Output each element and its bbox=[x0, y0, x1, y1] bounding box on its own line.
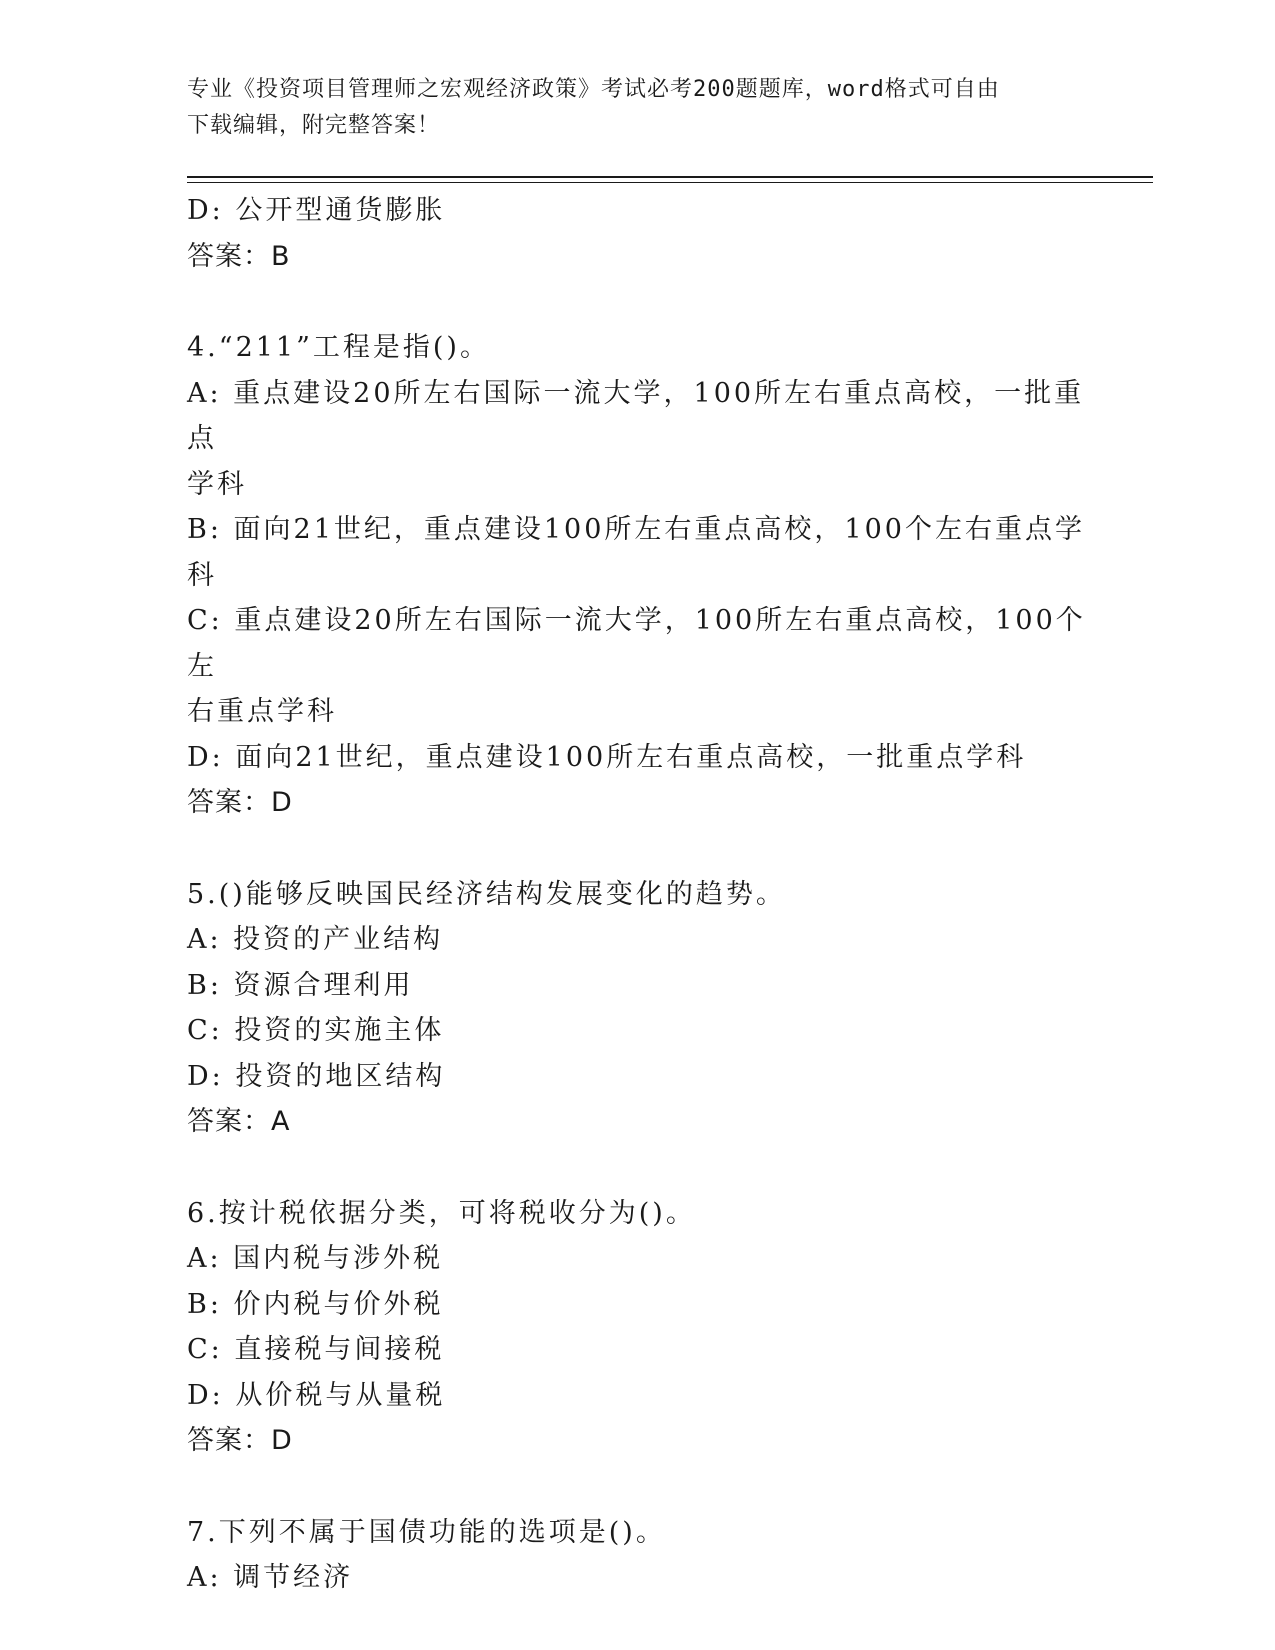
previous-question-tail bbox=[187, 188, 1087, 279]
option-c: C: 投资的实施主体 bbox=[187, 1015, 445, 1046]
option-d: D: 从价税与从量税 bbox=[187, 1379, 446, 1411]
question-list bbox=[187, 188, 1087, 1601]
header-divider-thick bbox=[187, 176, 1153, 178]
question-5 bbox=[187, 872, 1087, 1145]
option-c-continued: 右重点学科 bbox=[187, 696, 337, 727]
option-a-continued: 学科 bbox=[187, 468, 247, 500]
spacer bbox=[187, 1464, 1087, 1510]
question-text: 4.“211”工程是指()。 bbox=[187, 332, 490, 363]
header-line-1: 专业《投资项目管理师之宏观经济政策》考试必考200题题库，word格式可自由 bbox=[187, 77, 1000, 102]
option-a: A: 重点建设20所左右国际一流大学，100所左右重点高校，一批重点 bbox=[187, 377, 1085, 454]
option-a: A: 国内税与涉外税 bbox=[187, 1243, 444, 1274]
answer-line: 答案：A bbox=[187, 1106, 291, 1137]
question-text: 7.下列不属于国债功能的选项是()。 bbox=[187, 1516, 666, 1548]
option-b: B: 面向21世纪，重点建设100所左右重点高校，100个左右重点学科 bbox=[187, 514, 1085, 591]
option-b: B: 价内税与价外税 bbox=[187, 1288, 444, 1320]
header-line-2: 下载编辑，附完整答案！ bbox=[187, 113, 441, 138]
question-text: 5.()能够反映国民经济结构发展变化的趋势。 bbox=[187, 878, 786, 910]
answer-line: 答案：B bbox=[187, 240, 291, 272]
option-a: A: 调节经济 bbox=[187, 1562, 354, 1593]
document-header bbox=[187, 72, 1067, 144]
answer-line: 答案：D bbox=[187, 787, 293, 818]
question-4 bbox=[187, 325, 1087, 826]
option-b: B: 资源合理利用 bbox=[187, 969, 414, 1001]
option-c: C: 直接税与间接税 bbox=[187, 1334, 445, 1365]
question-text: 6.按计税依据分类，可将税收分为()。 bbox=[187, 1197, 696, 1229]
option-c: C: 重点建设20所左右国际一流大学，100所左右重点高校，100个左 bbox=[187, 605, 1086, 682]
spacer bbox=[187, 1145, 1087, 1191]
option-d: D: 投资的地区结构 bbox=[187, 1060, 446, 1092]
question-7 bbox=[187, 1510, 1087, 1601]
question-6 bbox=[187, 1191, 1087, 1464]
spacer bbox=[187, 826, 1087, 872]
option-d: D: 公开型通货膨胀 bbox=[187, 195, 446, 226]
answer-line: 答案：D bbox=[187, 1425, 293, 1456]
option-d: D: 面向21世纪，重点建设100所左右重点高校，一批重点学科 bbox=[187, 741, 1027, 773]
option-a: A: 投资的产业结构 bbox=[187, 924, 444, 955]
spacer bbox=[187, 279, 1087, 325]
header-divider-thin bbox=[187, 182, 1153, 183]
